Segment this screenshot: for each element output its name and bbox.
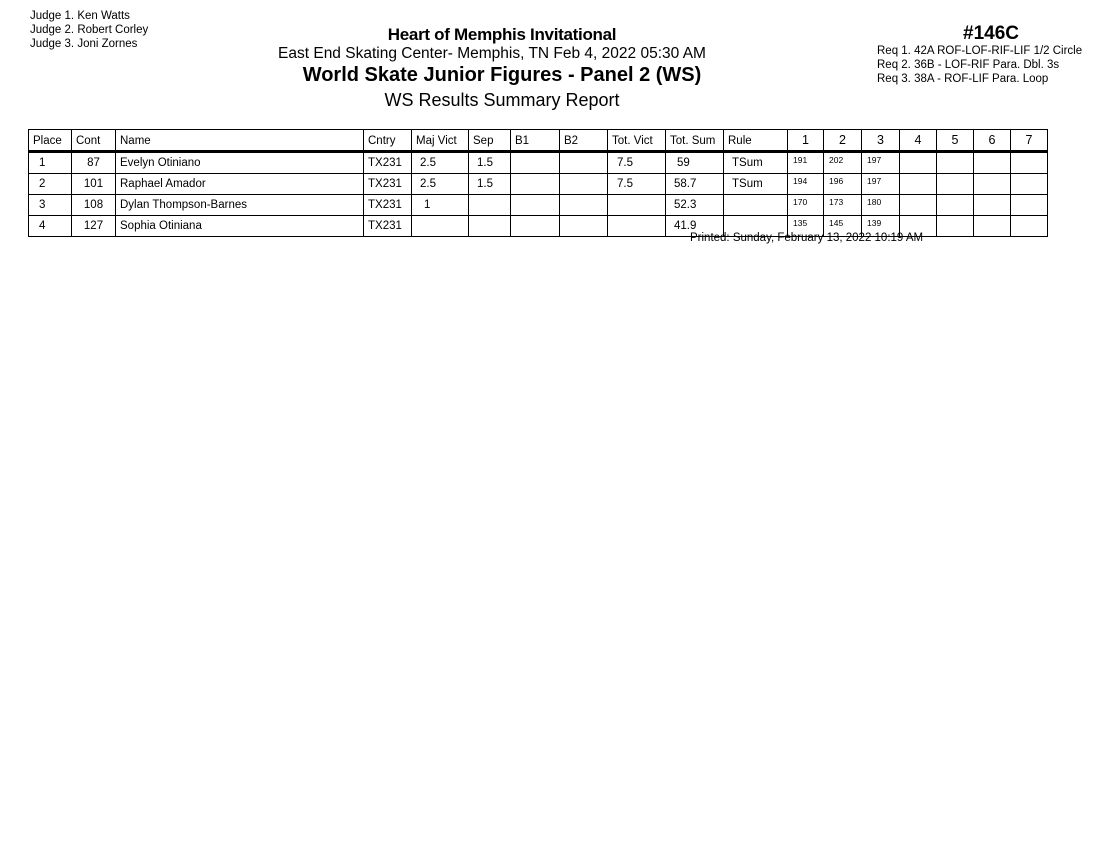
cell-b1 [511,152,560,174]
cell-judge-3: 197 [862,174,900,195]
cell-place: 3 [29,195,72,216]
cell-judge-2: 202 [824,152,862,174]
cell-cont: 101 [72,174,116,195]
cell-tot-vict [608,195,666,216]
col-judge-7: 7 [1011,130,1048,152]
col-tot-sum: Tot. Sum [666,130,724,152]
cell-judge-1: 135 [788,216,824,237]
cell-place: 1 [29,152,72,174]
cell-cont: 87 [72,152,116,174]
cell-tot-vict [608,216,666,237]
table-header-row [29,130,1048,152]
col-tot-vict: Tot. Vict [608,130,666,152]
judge-3: Judge 3. Joni Zornes [30,38,138,50]
cell-sep: 1.5 [469,174,511,195]
judge-2: Judge 2. Robert Corley [30,24,149,36]
event-name: Heart of Memphis Invitational [387,25,617,44]
cell-judge-5 [937,174,974,195]
cell-name: Dylan Thompson-Barnes [116,195,364,216]
cell-judge-6 [974,216,1011,237]
cell-cntry: TX231 [364,152,412,174]
cell-place: 4 [29,216,72,237]
cell-b1 [511,174,560,195]
col-maj-vict: Maj Vict [412,130,469,152]
requirements-list [877,44,1082,86]
cell-sep: 1.5 [469,152,511,174]
col-b2: B2 [560,130,608,152]
cell-b2 [560,152,608,174]
col-name: Name [116,130,364,152]
requirement-2: Req 2. 36B - LOF-RIF Para. Dbl. 3s [877,59,1060,71]
col-judge-4: 4 [900,130,937,152]
cell-b2 [560,216,608,237]
cell-b1 [511,195,560,216]
table-row [29,152,1048,174]
cell-judge-1: 170 [788,195,824,216]
col-place: Place [29,130,72,152]
col-rule: Rule [724,130,788,152]
event-code: #146C [963,23,1019,44]
cell-judge-4 [900,174,937,195]
cell-judge-2: 145 [824,216,862,237]
cell-cont: 127 [72,216,116,237]
cell-cntry: TX231 [364,195,412,216]
cell-sep [469,195,511,216]
cell-b2 [560,195,608,216]
cell-rule [724,195,788,216]
cell-judge-3: 139 [862,216,900,237]
cell-judge-2: 196 [824,174,862,195]
cell-judge-6 [974,195,1011,216]
cell-tot-sum: 52.3 [666,195,724,216]
cell-judge-6 [974,152,1011,174]
cell-judge-5 [937,216,974,237]
report-title: WS Results Summary Report [384,90,620,110]
results-table [28,129,1048,237]
cell-tot-sum: 58.7 [666,174,724,195]
requirement-3: Req 3. 38A - ROF-LIF Para. Loop [877,73,1049,85]
cell-tot-vict: 7.5 [608,152,666,174]
cell-maj-vict [412,216,469,237]
cell-judge-3: 197 [862,152,900,174]
cell-maj-vict: 2.5 [412,152,469,174]
cell-rule: TSum [724,174,788,195]
cell-judge-6 [974,174,1011,195]
printed-timestamp: Printed: Sunday, February 13, 2022 10:19 AM [690,232,924,244]
table-row [29,195,1048,216]
col-judge-5: 5 [937,130,974,152]
cell-name: Sophia Otiniana [116,216,364,237]
cell-maj-vict: 1 [412,195,469,216]
cell-tot-vict: 7.5 [608,174,666,195]
cell-sep [469,216,511,237]
col-cntry: Cntry [364,130,412,152]
cell-judge-7 [1011,216,1048,237]
cell-tot-sum: 59 [666,152,724,174]
cell-judge-3: 180 [862,195,900,216]
cell-judge-4 [900,152,937,174]
col-judge-3: 3 [862,130,900,152]
cell-b1 [511,216,560,237]
col-judge-6: 6 [974,130,1011,152]
cell-maj-vict: 2.5 [412,174,469,195]
cell-judge-1: 194 [788,174,824,195]
venue-line: East End Skating Center- Memphis, TN Feb 4, 2022 05:30 AM [278,45,706,62]
cell-rule: TSum [724,152,788,174]
col-judge-2: 2 [824,130,862,152]
category-title: World Skate Junior Figures - Panel 2 (WS) [302,64,702,86]
col-cont: Cont [72,130,116,152]
cell-judge-7 [1011,152,1048,174]
cell-judge-5 [937,195,974,216]
cell-place: 2 [29,174,72,195]
cell-name: Raphael Amador [116,174,364,195]
cell-judge-1: 191 [788,152,824,174]
table-row [29,174,1048,195]
col-b1: B1 [511,130,560,152]
cell-cntry: TX231 [364,216,412,237]
judge-1: Judge 1. Ken Watts [30,10,130,22]
col-judge-1: 1 [788,130,824,152]
cell-judge-7 [1011,195,1048,216]
cell-tot-sum: 41.9 [666,216,724,237]
cell-name: Evelyn Otiniano [116,152,364,174]
cell-cntry: TX231 [364,174,412,195]
cell-judge-2: 173 [824,195,862,216]
cell-judge-4 [900,195,937,216]
cell-cont: 108 [72,195,116,216]
cell-b2 [560,174,608,195]
cell-judge-5 [937,152,974,174]
requirement-1: Req 1. 42A ROF-LOF-RIF-LIF 1/2 Circle [877,45,1083,57]
cell-judge-7 [1011,174,1048,195]
col-sep: Sep [469,130,511,152]
